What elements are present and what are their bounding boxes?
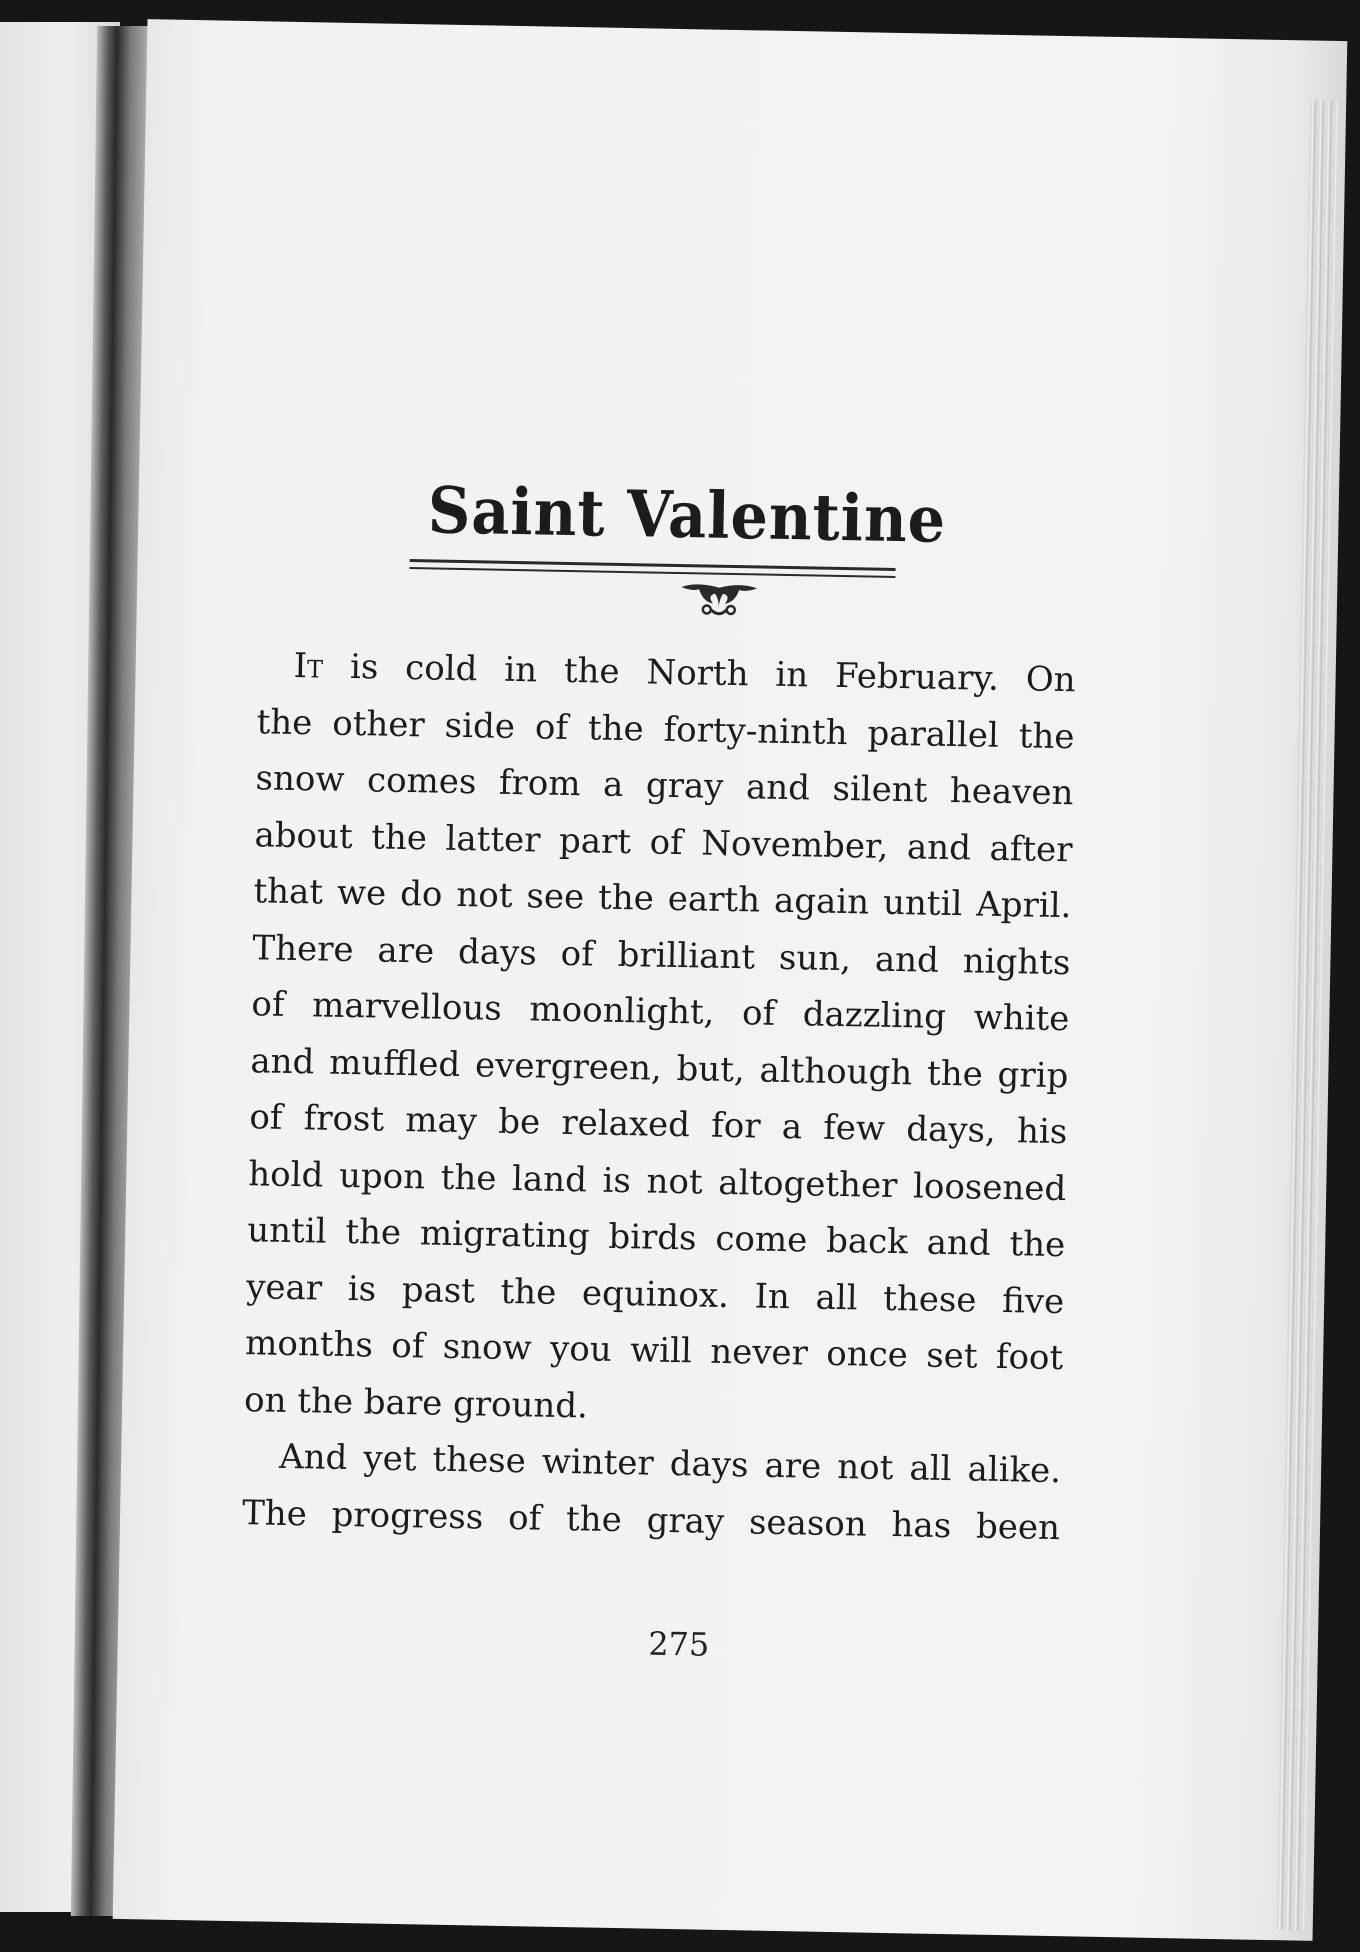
text-line: of marvellous moonlight, of dazzling white bbox=[251, 984, 1070, 1040]
page-fore-edge bbox=[1277, 100, 1339, 1930]
text-line: and muffled evergreen, but, although the grip bbox=[250, 1040, 1069, 1096]
text-line: It is cold in the North in February. On bbox=[293, 645, 1076, 701]
page-number: 275 bbox=[647, 1624, 710, 1664]
ornament-icon bbox=[677, 579, 762, 621]
text-line: There are days of brilliant sun, and nights bbox=[252, 927, 1071, 983]
drop-word: It bbox=[293, 645, 324, 687]
text-line: snow comes from a gray and silent heaven bbox=[255, 758, 1074, 814]
body-text bbox=[242, 637, 1076, 1556]
title-rule bbox=[409, 559, 895, 578]
text-line: And yet these winter days are not all alike. bbox=[278, 1436, 1062, 1492]
text-line: that we do not see the earth again until April. bbox=[253, 871, 1072, 927]
text-line: months of snow you will never once set foot bbox=[244, 1323, 1064, 1379]
text-line: year is past the equinox. In all these five bbox=[245, 1266, 1065, 1322]
text-line: about the latter part of November, and after bbox=[254, 814, 1073, 870]
text-line: of frost may be relaxed for a few days, his bbox=[249, 1097, 1068, 1153]
text-line: hold upon the land is not altogether loosened bbox=[248, 1153, 1067, 1209]
chapter-title: Saint Valentine bbox=[427, 473, 947, 558]
text-line: on the bare ground. bbox=[243, 1379, 589, 1426]
text-line: The progress of the gray season has been bbox=[241, 1492, 1061, 1548]
book-page bbox=[113, 19, 1348, 1941]
text-line: until the migrating birds come back and the bbox=[246, 1210, 1066, 1266]
text-line: the other side of the forty-ninth parallel the bbox=[256, 701, 1075, 757]
page-content bbox=[241, 473, 1079, 1556]
